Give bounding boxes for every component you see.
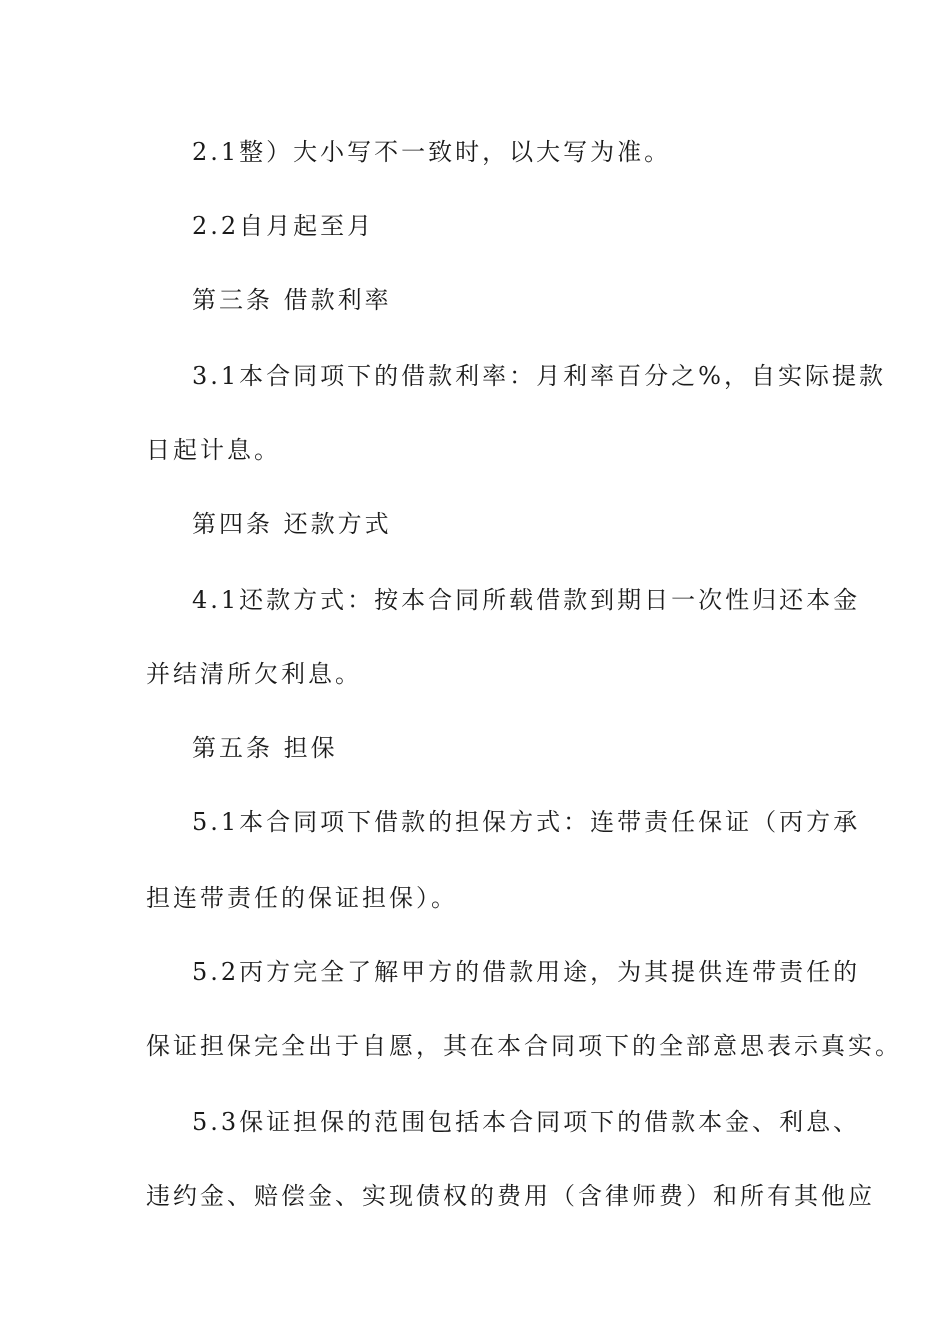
clause-3-1-text: 3.1本合同项下的借款利率：月利率百分之%，自实际提款	[192, 362, 886, 390]
article-4-heading: 第四条 还款方式	[192, 510, 392, 538]
clause-5-3-continuation: 违约金、赔偿金、实现债权的费用（含律师费）和所有其他应	[146, 1182, 875, 1210]
clause-5-2-text: 5.2丙方完全了解甲方的借款用途，为其提供连带责任的	[192, 958, 861, 986]
article-3-heading: 第三条 借款利率	[192, 286, 392, 314]
clause-3-1-continuation: 日起计息。	[146, 436, 281, 464]
clause-5-3-text: 5.3保证担保的范围包括本合同项下的借款本金、利息、	[192, 1108, 861, 1136]
clause-2-1-text: 2.1整）大小写不一致时，以大写为准。	[192, 138, 672, 166]
clause-4-1-text: 4.1还款方式：按本合同所载借款到期日一次性归还本金	[192, 586, 861, 614]
article-5-heading: 第五条 担保	[192, 734, 338, 762]
clause-4-1-continuation: 并结清所欠利息。	[146, 660, 362, 688]
clause-2-2-text: 2.2自月起至月	[192, 212, 375, 240]
clause-5-1-text: 5.1本合同项下借款的担保方式：连带责任保证（丙方承	[192, 808, 861, 836]
clause-5-2-continuation: 保证担保完全出于自愿，其在本合同项下的全部意思表示真实。	[146, 1032, 902, 1060]
clause-5-1-continuation: 担连带责任的保证担保）。	[146, 884, 458, 912]
